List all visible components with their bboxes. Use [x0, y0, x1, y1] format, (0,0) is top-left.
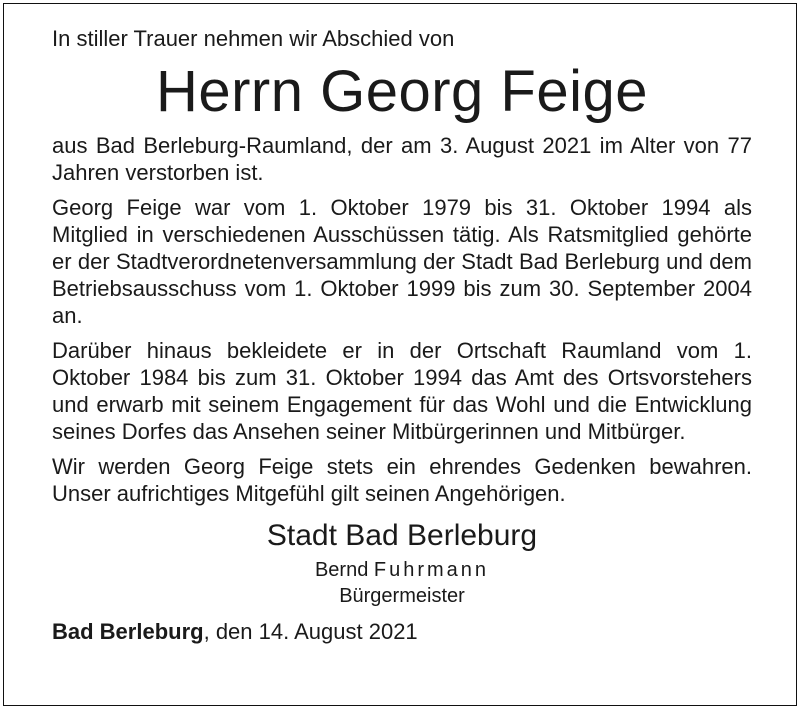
signer-last-name: Fuhrmann [373, 559, 490, 581]
deceased-name: Herrn Georg Feige [155, 59, 649, 124]
paragraph-committee-service: Georg Feige war vom 1. Oktober 1979 bis 31. Oktober 1994 als Mitglied in verschiedenen Ausschüssen tätig. Als Ratsmitglied gehörte er der Stadtverordnetenversammlung der Stadt Bad Berleburg und dem Betriebsausschuss vom 1. Oktober 1999 bis zum 30. September 2004 an. [52, 195, 752, 328]
obituary-notice [52, 24, 752, 647]
signing-organization: Stadt Bad Berleburg [266, 519, 538, 552]
footer-date: , den 14. August 2021 [203, 619, 418, 644]
paragraph-origin: aus Bad Berleburg-Raumland, der am 3. August 2021 im Alter von 77 Jahren verstorben ist. [52, 133, 752, 185]
signer-title: Bürgermeister [339, 585, 465, 607]
signer-name [52, 557, 752, 583]
signer-first-name: Bernd [314, 559, 369, 581]
intro-line: In stiller Trauer nehmen wir Abschied von [52, 26, 455, 51]
paragraph-condolence: Wir werden Georg Feige stets ein ehrendes Gedenken bewahren. Unser aufrichtiges Mitgefühl gilt seinen Angehörigen. [52, 454, 752, 506]
place-date-line [52, 617, 752, 647]
footer-place: Bad Berleburg [52, 619, 204, 644]
paragraph-local-office: Darüber hinaus bekleidete er in der Ortschaft Raumland vom 1. Oktober 1984 bis zum 31. Oktober 1994 das Amt des Ortsvorstehers und erwarb mit seinem Engagement für das Wohl und die Entwicklung seines Dorfes das Ansehen seiner Mitbürgerinnen und Mitbürger. [52, 338, 752, 444]
